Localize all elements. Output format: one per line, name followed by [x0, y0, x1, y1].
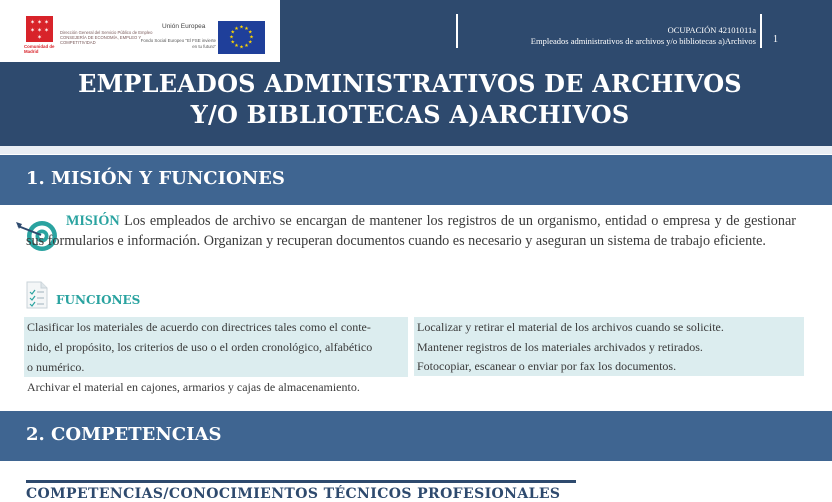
svg-text:★: ★	[249, 34, 254, 41]
svg-text:★: ★	[239, 44, 244, 51]
list-item: Localizar y retirar el material de los archivos cuando se solicite.	[414, 317, 804, 337]
funciones-label: FUNCIONES	[56, 293, 141, 307]
svg-text:★: ★	[230, 39, 236, 46]
list-item: Fotocopiar, escanear o enviar por fax los documentos.	[414, 356, 804, 376]
section-2-bar	[0, 411, 832, 461]
header-divider	[456, 14, 458, 48]
region-name: Comunidad de Madrid	[24, 44, 55, 54]
occupation-code: OCUPACIÓN 42101011a	[667, 25, 756, 35]
header-band	[0, 0, 832, 146]
svg-text:★: ★	[230, 29, 236, 36]
comunidad-madrid-logo: ✶ ✶ ✶ ✶ ✶ ✶ ✶	[26, 16, 53, 42]
list-item: o numérico.	[27, 360, 85, 374]
title-line-2: Y/O BIBLIOTECAS A)ARCHIVOS	[190, 100, 630, 129]
list-item: Mantener registros de los materiales archivados y retirados.	[414, 337, 804, 357]
competencias-subheading: COMPETENCIAS/CONOCIMIENTOS TÉCNICOS PROFESIONALES	[26, 486, 561, 502]
occupation-name: Empleados administrativos de archivos y/o bibliotecas a)Archivos	[530, 36, 756, 46]
title-line-1: EMPLEADOS ADMINISTRATIVOS DE ARCHIVOS	[78, 69, 742, 98]
checklist-icon	[26, 281, 48, 309]
mission-paragraph	[26, 211, 796, 251]
svg-text:★: ★	[247, 39, 253, 46]
list-item: nido, el propósito, los criterios de uso o el orden cronológico, alfabético	[27, 340, 373, 354]
subheading-rule	[26, 480, 576, 483]
page-number: 1	[773, 34, 778, 45]
directorate-text: Dirección General del Servicio Público de Empleo CONSEJERÍA DE ECONOMÍA, EMPLEO Y COMPETITIVIDAD	[60, 30, 153, 45]
mission-keyword: MISIÓN	[66, 213, 120, 229]
section-gap	[0, 146, 832, 154]
eu-label: Unión Europea	[162, 23, 206, 30]
page-title	[40, 68, 780, 130]
list-item: Clasificar los materiales de acuerdo con directrices tales como el conte-	[27, 320, 371, 334]
eu-flag-icon	[218, 21, 265, 54]
svg-text:★: ★	[234, 43, 239, 50]
section-1-title: 1. MISIÓN Y FUNCIONES	[26, 168, 285, 189]
svg-text:★: ★	[239, 24, 244, 31]
eu-fund-text: Fondo Social Europeo "El FSE invierte en tu futuro"	[140, 38, 216, 49]
svg-text:★: ★	[234, 25, 239, 32]
section-1-bar	[0, 155, 832, 205]
svg-text:★: ★	[247, 29, 253, 36]
list-item: Archivar el material en cajones, armarios y cajas de almacenamiento.	[27, 380, 360, 394]
mission-text: Los empleados de archivo se encargan de mantener los registros de un organismo, entidad o empresa y de gestionar sus formularios e información. Organizan y recuperan documentos cuando es necesario y aseguran un sistema de trabajo eficiente.	[26, 213, 796, 249]
svg-text:★: ★	[244, 43, 249, 50]
svg-text:★: ★	[244, 25, 249, 32]
header-divider	[760, 14, 762, 48]
svg-text:★: ★	[229, 34, 234, 41]
section-2-title: 2. COMPETENCIAS	[26, 424, 222, 445]
